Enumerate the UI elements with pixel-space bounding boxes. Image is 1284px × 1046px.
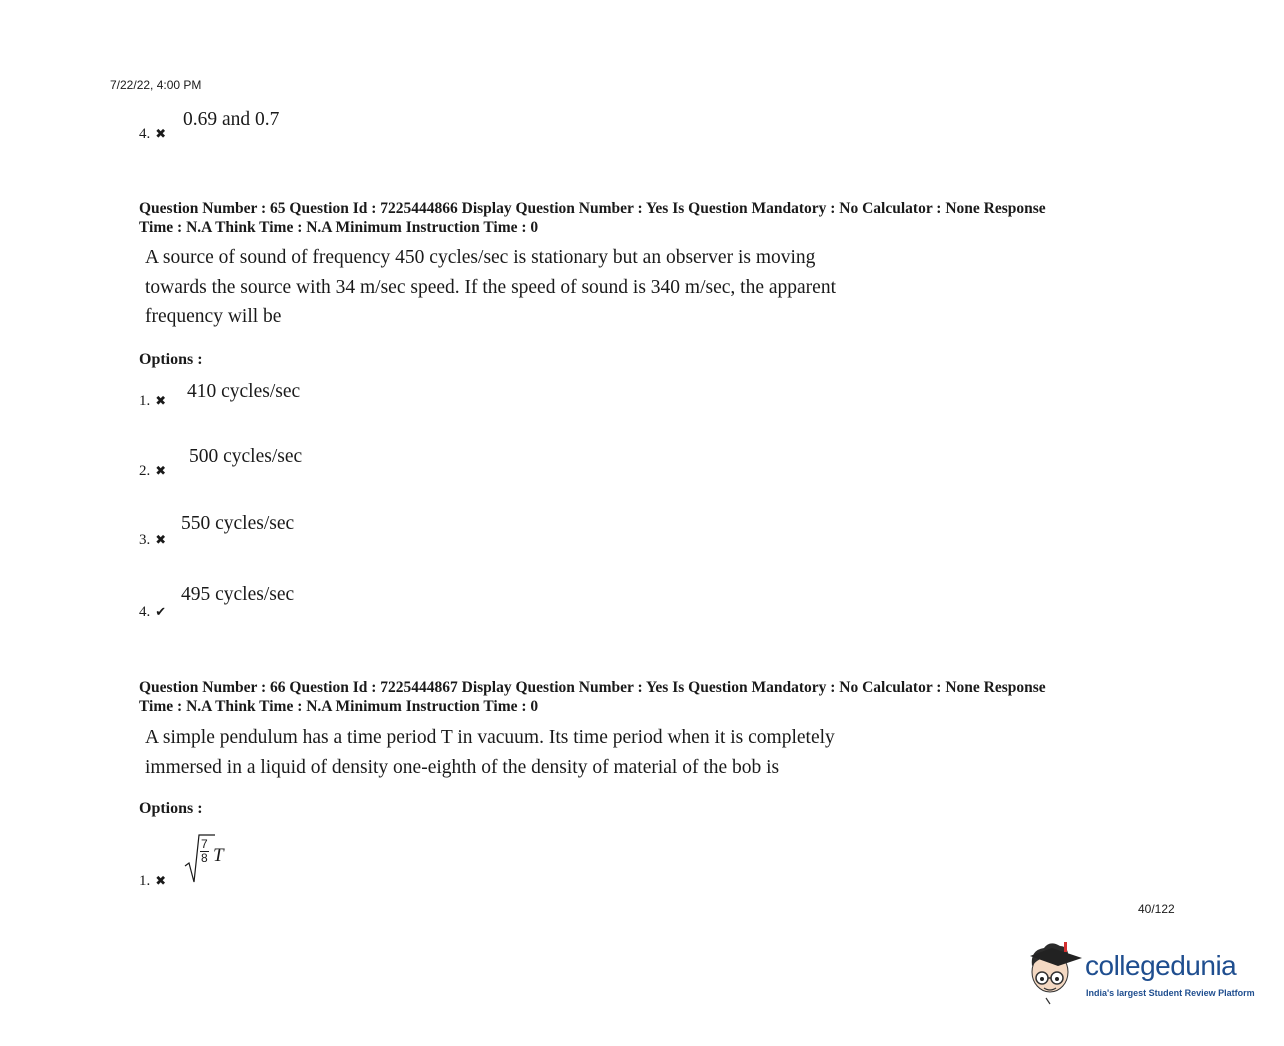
option-number: 4. xyxy=(139,604,151,620)
page-number: 40/122 xyxy=(1138,902,1175,916)
fraction-denominator: 8 xyxy=(201,851,208,865)
option-number: 4. xyxy=(139,126,151,142)
q65-option-4 xyxy=(139,604,166,621)
option-number: 1. xyxy=(139,873,151,889)
q65-option-2-text: 500 cycles/sec xyxy=(189,446,303,467)
cross-icon: ✖ xyxy=(155,873,167,888)
q65-text-line: towards the source with 34 m/sec speed. If the speed of sound is 340 m/sec, the apparent xyxy=(145,276,836,298)
fraction-numerator: 7 xyxy=(201,837,208,851)
q65-option-1 xyxy=(139,393,166,410)
fraction xyxy=(200,838,209,865)
q66-text-line: immersed in a liquid of density one-eighth of the density of material of the bob is xyxy=(145,756,780,778)
option-number: 2. xyxy=(139,463,151,479)
prev-option-4-text: 0.69 and 0.7 xyxy=(183,109,280,130)
q65-meta xyxy=(139,199,1169,237)
q66-meta-line2: Time : N.A Think Time : N.A Minimum Instruction Time : 0 xyxy=(139,698,539,715)
variable-T: T xyxy=(213,845,224,866)
q66-meta-line1: Question Number : 66 Question Id : 7225444867 Display Question Number : Yes Is Question Mandatory : No Calculator : None Response xyxy=(139,679,1046,696)
q65-option-1-text: 410 cycles/sec xyxy=(187,381,301,402)
cross-icon: ✖ xyxy=(155,393,167,408)
q66-options-label: Options : xyxy=(139,800,203,817)
collegedunia-logo-text: collegedunia xyxy=(1085,950,1237,981)
q66-question-text xyxy=(145,723,945,782)
cross-icon: ✖ xyxy=(155,463,167,478)
q65-meta-line2: Time : N.A Think Time : N.A Minimum Instruction Time : 0 xyxy=(139,219,539,236)
option-number: 3. xyxy=(139,532,151,548)
cross-icon: ✖ xyxy=(155,126,167,141)
q65-meta-line1: Question Number : 65 Question Id : 7225444866 Display Question Number : Yes Is Question Mandatory : No Calculator : None Response xyxy=(139,200,1046,217)
option-number: 1. xyxy=(139,393,151,409)
q65-question-text xyxy=(145,243,945,332)
q65-text-line: frequency will be xyxy=(145,306,282,327)
prev-option-4 xyxy=(139,126,166,143)
cross-icon: ✖ xyxy=(155,532,167,547)
q65-option-2 xyxy=(139,463,166,480)
q65-option-3 xyxy=(139,532,166,549)
q66-meta xyxy=(139,678,1169,716)
mascot-logo-icon xyxy=(1024,938,1084,1008)
q65-text-line: A source of sound of frequency 450 cycles/sec is stationary but an observer is moving xyxy=(145,247,816,268)
q65-options-label: Options : xyxy=(139,351,203,368)
q65-option-4-text: 495 cycles/sec xyxy=(181,584,295,605)
q66-option-1 xyxy=(139,873,166,890)
check-icon: ✔ xyxy=(155,604,167,619)
collegedunia-tagline: India's largest Student Review Platform xyxy=(1086,988,1255,998)
q66-text-line: A simple pendulum has a time period T in vacuum. Its time period when it is completely xyxy=(145,727,835,748)
print-timestamp: 7/22/22, 4:00 PM xyxy=(110,78,202,92)
q65-option-3-text: 550 cycles/sec xyxy=(181,513,295,534)
